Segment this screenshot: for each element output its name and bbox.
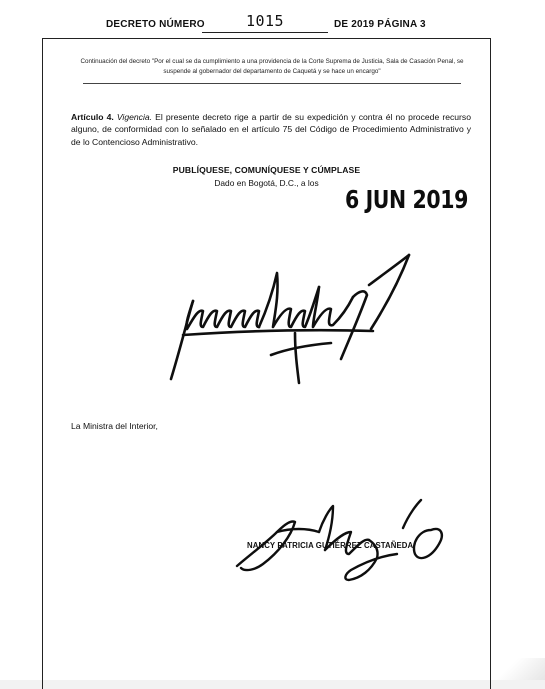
minister-name: NANCY PATRICIA GUTIÉRREZ CASTAÑEDA — [247, 541, 414, 550]
minister-signature — [233, 484, 448, 589]
decree-number-field — [202, 14, 328, 33]
decree-number-label: DECRETO NÚMERO — [106, 19, 205, 30]
divider — [83, 83, 461, 84]
president-signature — [163, 251, 413, 386]
decree-number: 1015 — [245, 12, 285, 30]
dado-en-line: Dado en Bogotá, D.C., a los — [214, 178, 319, 188]
article-body: El presente decreto rige a partir de su expedición y contra él no procede recurso alguno, de conformidad con lo señalado en el artículo 75 del Código de Procedimiento Administrativo y de lo Contencioso Administrativo. — [71, 112, 471, 147]
article-4 — [71, 111, 471, 148]
page-corner-shadow — [485, 658, 545, 680]
decree-header — [106, 14, 486, 36]
article-title: Vigencia. — [116, 112, 153, 122]
decree-year-page: DE 2019 PÁGINA 3 — [334, 19, 426, 30]
publiquese-formula: PUBLÍQUESE, COMUNÍQUESE Y CÚMPLASE — [172, 165, 361, 175]
minister-label: La Ministra del Interior, — [71, 421, 158, 431]
date-stamp: 6 JUN 2019 — [345, 185, 468, 214]
continuation-note: Continuación del decreto "Por el cual se da cumplimiento a una providencia de la Corte Suprema de Justicia, Sala de Casación Penal, se suspende al gobernador del departamento de Caquetá y se hace un encargo" — [80, 58, 464, 75]
page-frame — [42, 38, 491, 689]
article-number: Artículo 4. — [71, 112, 114, 122]
